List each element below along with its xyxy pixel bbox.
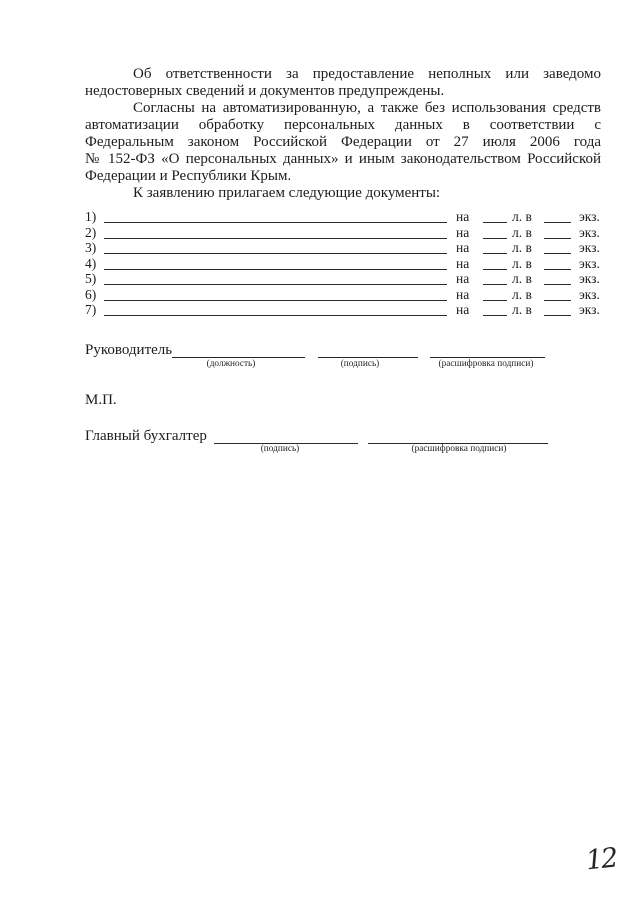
paragraph-line: Федеральным законом Российской Федерации от 27 июля 2006 года: [85, 134, 601, 150]
head-signature-blank: [318, 357, 418, 358]
attachment-row: [85, 209, 600, 225]
copies-label: экз.: [579, 209, 600, 224]
liability-paragraph: [85, 66, 601, 100]
sheets-count-blank: [483, 315, 507, 316]
sheets-prefix: на: [456, 271, 470, 286]
sheets-prefix: на: [456, 302, 470, 317]
attachment-number: 2): [85, 224, 97, 240]
chief-accountant-label: Главный бухгалтер: [85, 428, 207, 444]
copies-count-blank: [544, 284, 571, 285]
attachment-row: [85, 256, 600, 272]
document-name-blank: [104, 269, 447, 270]
attachment-number: 5): [85, 271, 97, 286]
document-name-blank: [104, 222, 447, 223]
head-decoding-caption: (расшифровка подписи): [438, 359, 534, 369]
body-text: [85, 66, 601, 202]
attachment-row: [85, 271, 600, 287]
sheets-count-blank: [483, 300, 507, 301]
attachment-number: 7): [85, 302, 97, 317]
copies-count-blank: [544, 253, 571, 254]
sheets-prefix: на: [456, 255, 470, 271]
seal-label: М.П.: [85, 392, 117, 408]
sheets-prefix: на: [456, 209, 470, 224]
page-number: 12: [584, 842, 618, 877]
document-name-blank: [104, 300, 447, 301]
sheets-count-blank: [483, 222, 507, 223]
copies-label: экз.: [579, 224, 600, 240]
sheets-prefix: на: [456, 286, 470, 302]
paragraph-line: недостоверных сведений и документов предупреждены.: [85, 83, 445, 99]
sheets-count-blank: [483, 253, 507, 254]
document-name-blank: [104, 238, 447, 239]
attachment-row: [85, 302, 600, 318]
copies-count-blank: [544, 238, 571, 239]
sheets-label: л. в: [512, 224, 532, 240]
copies-count-blank: [544, 315, 571, 316]
copies-count-blank: [544, 269, 571, 270]
document-name-blank: [104, 284, 447, 285]
paragraph-line: Федерации и Республики Крым.: [85, 168, 292, 184]
sheets-label: л. в: [512, 255, 532, 271]
copies-label: экз.: [579, 286, 600, 302]
document-name-blank: [104, 315, 447, 316]
copies-label: экз.: [579, 271, 600, 286]
sheets-label: л. в: [512, 286, 532, 302]
sheets-prefix: на: [456, 240, 470, 255]
attachment-number: 1): [85, 209, 97, 224]
attachments-intro-paragraph: [85, 185, 601, 202]
attachment-row: [85, 240, 600, 256]
attachments-list: [85, 209, 600, 318]
copies-label: экз.: [579, 255, 600, 271]
chief-accountant-decoding-caption: (расшифровка подписи): [411, 444, 507, 454]
head-signature-caption: (подпись): [340, 359, 380, 369]
copies-label: экз.: [579, 302, 600, 317]
copies-count-blank: [544, 300, 571, 301]
paragraph-line: Согласны на автоматизированную, а также без использования средств: [133, 100, 601, 116]
sheets-label: л. в: [512, 209, 532, 224]
head-position-caption: (должность): [206, 359, 256, 369]
sheets-label: л. в: [512, 271, 532, 286]
copies-count-blank: [544, 222, 571, 223]
attachment-number: 4): [85, 255, 97, 271]
paragraph-line: автоматизации обработку персональных данных в соответствии с: [85, 117, 601, 133]
attachment-number: 6): [85, 286, 97, 302]
chief-accountant-signature-caption: (подпись): [260, 444, 300, 454]
paragraph-line: К заявлению прилагаем следующие документы:: [133, 185, 441, 201]
sheets-prefix: на: [456, 224, 470, 240]
sheets-count-blank: [483, 269, 507, 270]
sheets-count-blank: [483, 284, 507, 285]
sheets-label: л. в: [512, 240, 532, 255]
attachment-number: 3): [85, 240, 97, 255]
head-position-blank: [172, 357, 305, 358]
paragraph-line: № 152-ФЗ «О персональных данных» и иным законодательством Российской: [85, 151, 601, 167]
head-decoding-blank: [430, 357, 545, 358]
head-signature-label: Руководитель: [85, 342, 173, 358]
paragraph-line: Об ответственности за предоставление неполных или заведомо: [133, 66, 601, 82]
attachment-row: [85, 287, 600, 303]
consent-paragraph: [85, 100, 601, 185]
sheets-label: л. в: [512, 302, 532, 317]
attachment-row: [85, 225, 600, 241]
document-name-blank: [104, 253, 447, 254]
copies-label: экз.: [579, 240, 600, 255]
sheets-count-blank: [483, 238, 507, 239]
